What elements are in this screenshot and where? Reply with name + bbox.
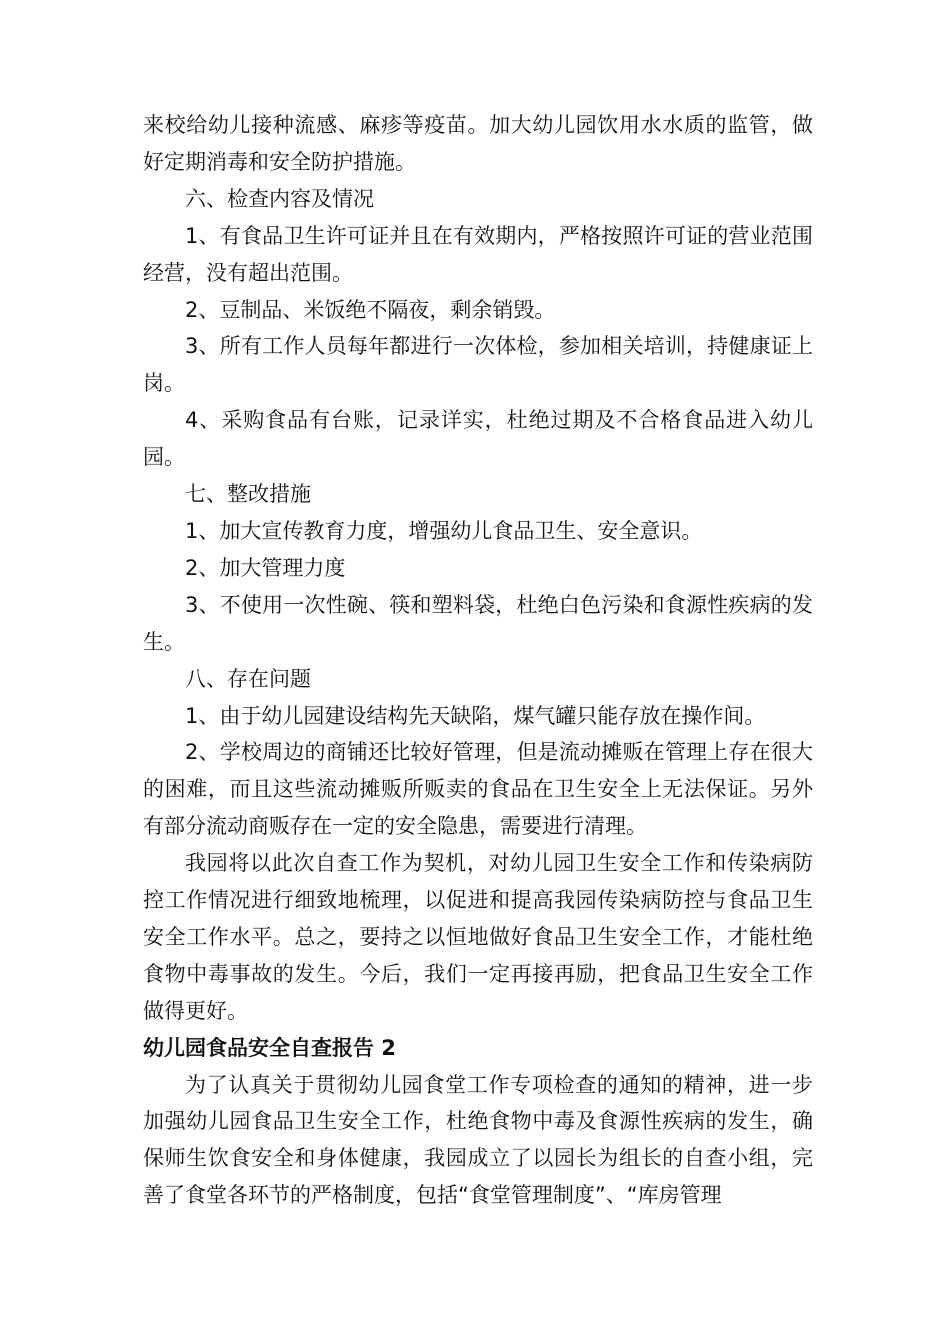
list-item-vendors: 2、学校周边的商铺还比较好管理，但是流动摊贩在管理上存在很大的困难，而且这些流动摊贩所贩卖的食品在卫生安全上无法保证。另外有部分流动商贩存在一定的安全隐患，需要进行清理。 [143,740,813,839]
list-item-purchase-ledger: 4、采购食品有台账，记录详实，杜绝过期及不合格食品进入幼儿园。 [143,408,813,470]
section-heading-rectification: 七、整改措施 [185,482,311,507]
paragraph-vaccination: 来校给幼儿接种流感、麻疹等疫苗。加大幼儿园饮用水水质的监管，做好定期消毒和安全防护措施。 [143,113,813,174]
document-page [143,107,813,1214]
list-item-disposables: 3、不使用一次性碗、筷和塑料袋，杜绝白色污染和食源性疾病的发生。 [143,592,813,654]
paragraph-report-2-intro: 为了认真关于贯彻幼儿园食堂工作专项检查的通知的精神，进一步加强幼儿园食品卫生安全工作，杜绝食物中毒及食源性疾病的发生，确保师生饮食安全和身体健康，我园成立了以园长为组长的自查小组，完善了食堂各环节的严格制度，包括“食堂管理制度”、“库房管理 [143,1072,813,1208]
list-item-leftovers: 2、豆制品、米饭绝不隔夜，剩余销毁。 [185,297,556,322]
section-heading-problems: 八、存在问题 [185,666,311,691]
section-heading-inspection: 六、检查内容及情况 [185,186,374,211]
list-item-management: 2、加大管理力度 [185,555,346,580]
list-item-education: 1、加大宣传教育力度，增强幼儿食品卫生、安全意识。 [185,518,703,543]
paragraph-conclusion: 我园将以此次自查工作为契机，对幼儿园卫生安全工作和传染病防控工作情况进行细致地梳理，以促进和提高我园传染病防控与食品卫生安全工作水平。总之，要持之以恒地做好食品卫生安全工作，才能杜绝食物中毒事故的发生。今后，我们一定再接再励，把食品卫生安全工作做得更好。 [143,851,813,1023]
report-title-2: 幼儿园食品安全自查报告 2 [143,1035,396,1060]
list-item-license: 1、有食品卫生许可证并且在有效期内，严格按照许可证的营业范围经营，没有超出范围。 [143,223,813,285]
list-item-gas-tank: 1、由于幼儿园建设结构先天缺陷，煤气罐只能存放在操作间。 [185,703,766,728]
list-item-health-check: 3、所有工作人员每年都进行一次体检，参加相关培训，持健康证上岗。 [143,334,813,396]
